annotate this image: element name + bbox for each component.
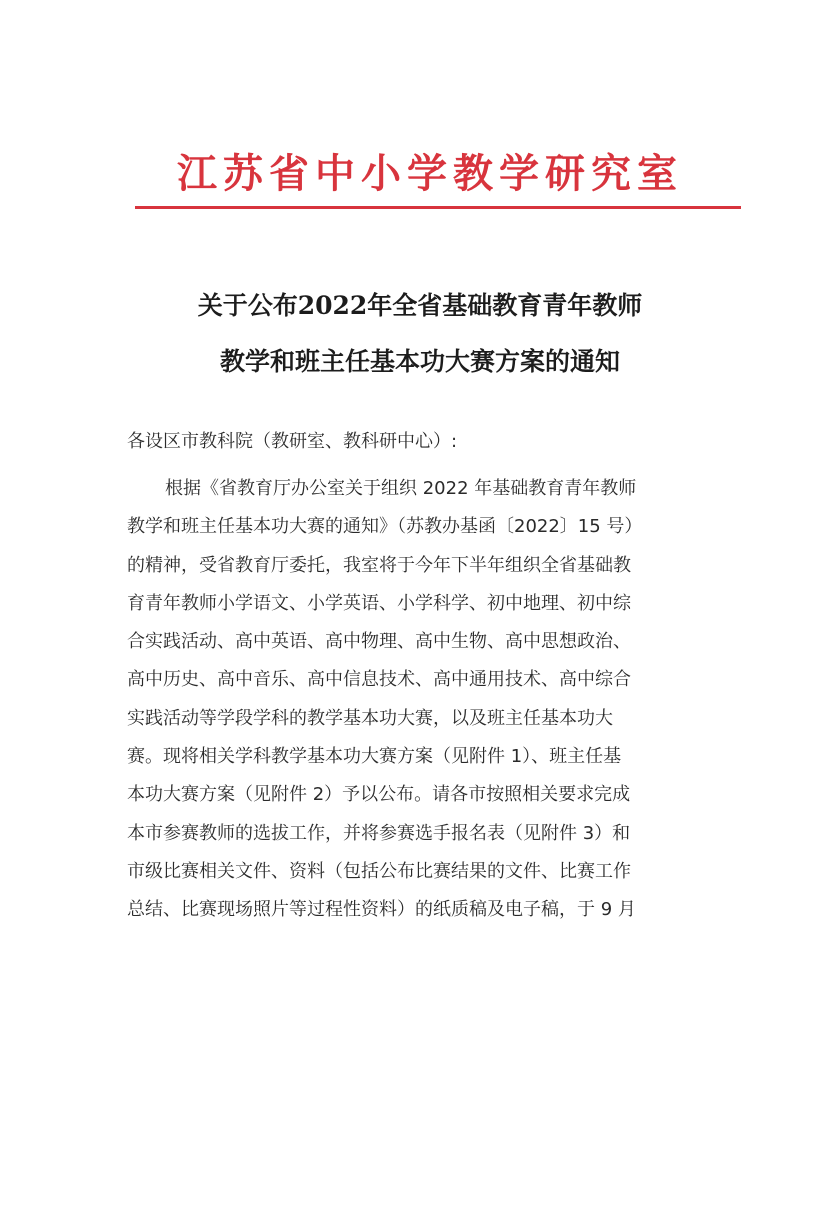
body-line: 教学和班主任基本功大赛的通知》（苏教办基函〔2022〕15 号） [127,516,643,538]
body-line: 高中历史、高中音乐、高中信息技术、高中通用技术、高中综合 [127,669,631,691]
document-title-line-1: 关于公布2022年全省基础教育青年教师 [197,291,643,320]
body-paragraph [127,470,747,930]
body-line: 本市参赛教师的选拔工作，并将参赛选手报名表（见附件 3）和 [127,822,631,844]
body-line: 根据《省教育厅办公室关于组织 2022 年基础教育青年教师 [165,478,637,499]
body-line: 实践活动等学段学科的教学基本功大赛，以及班主任基本功大 [127,707,613,729]
body-line: 总结、比赛现场照片等过程性资料）的纸质稿及电子稿，于 9 月 [127,899,636,921]
body-line: 的精神，受省教育厅委托，我室将于今年下半年组织全省基础教 [127,554,631,576]
salutation: 各设区市教科院（教研室、教科研中心）: [127,431,458,452]
document-title-line-2: 教学和班主任基本功大赛方案的通知 [219,347,620,376]
body-line: 本功大赛方案（见附件 2）予以公布。请各市按照相关要求完成 [127,784,631,806]
body-line: 市级比赛相关文件、资料（包括公布比赛结果的文件、比赛工作 [127,860,631,882]
letterhead-red-rule [135,206,741,209]
body-line: 育青年教师小学语文、小学英语、小学科学、初中地理、初中综 [127,592,631,614]
letterhead-org-name: 江苏省中小学教学研究室 [177,150,683,197]
body-line: 合实践活动、高中英语、高中物理、高中生物、高中思想政治、 [127,631,631,653]
body-line: 赛。现将相关学科教学基本功大赛方案（见附件 1）、班主任基 [127,746,622,768]
